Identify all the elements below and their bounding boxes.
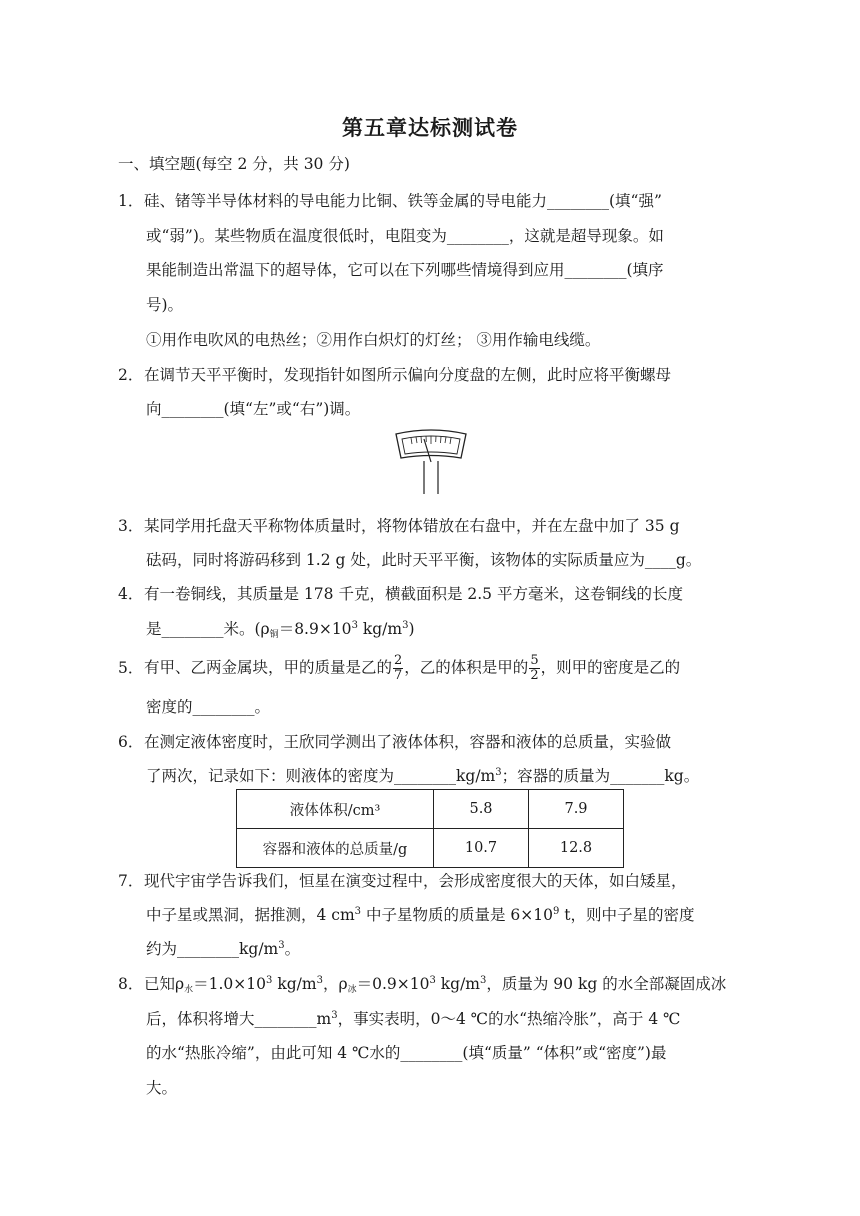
question-1-line-1: 1．硅、锗等半导体材料的导电能力比铜、铁等金属的导电能力________(填“强” [118, 192, 662, 210]
question-number: 7． [118, 872, 144, 890]
question-4-line-1: 4．有一卷铜线，其质量是 178 千克，横截面积是 2.5 平方毫米，这卷铜线的长度 [118, 585, 683, 603]
question-8-line-4: 大。 [146, 1079, 178, 1097]
question-number: 4． [118, 585, 144, 603]
fraction-5-2: $\frac{5}{2}$ [530, 653, 539, 683]
question-6-line-2: 了两次，记录如下：则液体的密度为$\_\_\_\_\_\_\_\_kg/m^3$；容器的质量为_______kg。 [146, 767, 700, 785]
question-8-line-2: 后，体积将增大$\_\_\_\_\_\_\_\_m^3$，事实表明，0～4 ℃的水“热缩冷胀”，高于 4 ℃ [146, 1010, 681, 1028]
question-number: 5． [118, 658, 144, 677]
table-cell: 5.8 [434, 790, 529, 829]
question-8-line-1: 8．已知$\rho_水=1.0\times 10^3$ $kg/m^3$，$\rho_冰=0.9\times 10^3$ $kg/m^3$，质量为 90 kg 的水全部凝固成冰 [118, 975, 727, 995]
question-number: 8． [118, 975, 144, 993]
question-7-line-2: 中子星或黑洞，据推测，4 $cm^3$ 中子星物质的质量是 $6\times 10^9$ t，则中子星的密度 [146, 906, 695, 924]
question-7-line-1: 7．现代宇宙学告诉我们，恒星在演变过程中，会形成密度很大的天体，如白矮星， [118, 872, 687, 890]
page-title: 第五章达标测试卷 [342, 116, 518, 140]
question-5-line-2: 密度的________。 [146, 698, 271, 716]
table-row [237, 790, 624, 829]
question-5-line-1: 5．有甲、乙两金属块，甲的质量是乙的 $\frac{2}{7}$ ，乙的体积是甲的 $\frac{5}{2}$ ，则甲的密度是乙的 [118, 653, 681, 683]
question-1-options: ①用作电吹风的电热丝；②用作白炽灯的灯丝； ③用作输电线缆。 [146, 331, 601, 349]
question-number: 2． [118, 366, 144, 384]
liquid-data-table [236, 789, 624, 868]
table-header-volume: 液体体积/cm³ [237, 790, 434, 829]
question-8-line-3: 的水“热胀冷缩”，由此可知 4 ℃水的________(填“质量” “体积”或“密度”)最 [146, 1044, 667, 1062]
question-7-line-3: 约为$\_\_\_\_\_\_\_\_kg/m^3$。 [146, 940, 301, 958]
question-3-line-1: 3．某同学用托盘天平称物体质量时，将物体错放在右盘中，并在左盘中加了 35 g [118, 517, 680, 535]
question-number: 6． [118, 733, 144, 751]
question-1-line-3: 果能制造出常温下的超导体，它可以在下列哪些情境得到应用________(填序 [146, 261, 664, 279]
fraction-2-7: $\frac{2}{7}$ [394, 653, 403, 683]
question-4-line-2: 是________米。($\rho_铜=8.9\times 10^3$ $kg/m^3$) [146, 620, 415, 640]
question-number: 1． [118, 192, 144, 210]
table-cell: 10.7 [434, 829, 529, 868]
balance-dial-figure [393, 428, 469, 496]
table-header-total-mass: 容器和液体的总质量/g [237, 829, 434, 868]
question-number: 3． [118, 517, 144, 535]
table-cell: 7.9 [529, 790, 624, 829]
question-1-line-4: 号)。 [146, 296, 184, 314]
question-2-line-2: 向________(填“左”或“右”)调。 [146, 400, 361, 418]
question-3-line-2: 砝码，同时将游码移到 1.2 g 处，此时天平平衡，该物体的实际质量应为____g。 [146, 551, 702, 569]
question-6-line-1: 6．在测定液体密度时，王欣同学测出了液体体积，容器和液体的总质量，实验做 [118, 733, 672, 751]
table-row [237, 829, 624, 868]
question-2-line-1: 2．在调节天平平衡时，发现指针如图所示偏向分度盘的左侧，此时应将平衡螺母 [118, 366, 672, 384]
table-cell: 12.8 [529, 829, 624, 868]
section-heading: 一、填空题(每空 2 分，共 30 分) [118, 155, 350, 173]
question-1-line-2: 或“弱”)。某些物质在温度很低时，电阻变为________，这就是超导现象。如 [146, 227, 664, 245]
